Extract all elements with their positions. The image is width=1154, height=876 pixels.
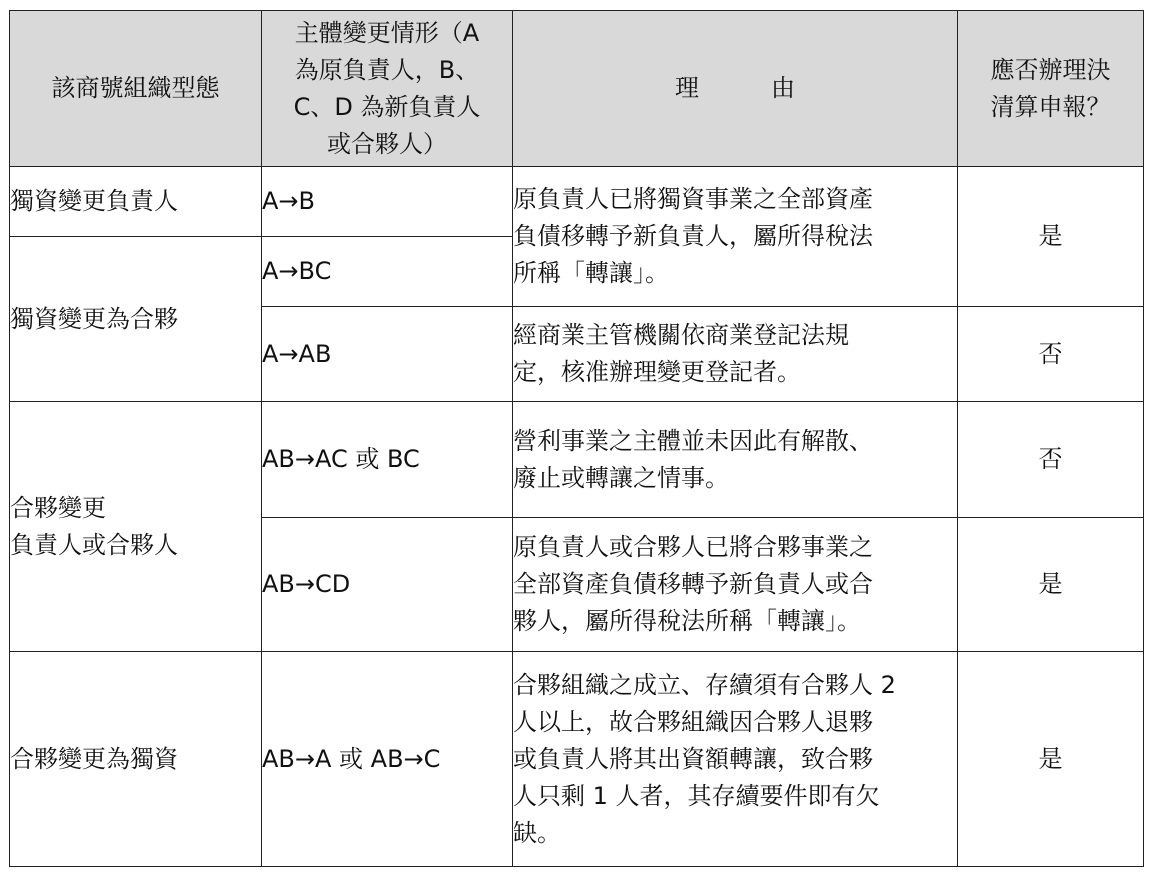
reason-cell bbox=[513, 518, 958, 652]
change-case-cell: AB→A 或 AB→C bbox=[262, 652, 513, 867]
reason-line: 人只剩 1 人者，其存續要件即有欠 bbox=[513, 781, 880, 810]
answer-cell: 是 bbox=[958, 652, 1144, 867]
reason-line: 原負責人或合夥人已將合夥事業之 bbox=[513, 533, 873, 561]
header-reason: 理 由 bbox=[513, 11, 958, 167]
answer-cell: 否 bbox=[958, 307, 1144, 402]
header-org-type: 該商號組織型態 bbox=[10, 11, 262, 167]
reason-line: 負債移轉予新負責人，屬所得稅法 bbox=[513, 222, 873, 250]
reason-line: 所稱「轉讓」。 bbox=[513, 259, 669, 287]
reason-line: 夥人，屬所得稅法所稱「轉讓」。 bbox=[513, 607, 861, 635]
change-case-cell: A→BC bbox=[262, 237, 513, 307]
answer-cell: 是 bbox=[958, 518, 1144, 652]
org-type-cell: 獨資變更負責人 bbox=[10, 167, 262, 237]
answer-cell: 否 bbox=[958, 402, 1144, 518]
reason-line: 營利事業之主體並未因此有解散、 bbox=[513, 426, 873, 455]
change-case-cell: A→AB bbox=[262, 307, 513, 402]
change-case-cell: A→B bbox=[262, 167, 513, 237]
reason-line: 經商業主管機關依商業登記法規 bbox=[513, 321, 849, 349]
reason-cell bbox=[513, 307, 958, 402]
table-row bbox=[10, 652, 1144, 867]
org-type-line: 負責人或合夥人 bbox=[10, 530, 178, 559]
answer-cell: 是 bbox=[958, 167, 1144, 307]
reason-line: 人以上，故合夥組織因合夥人退夥 bbox=[513, 707, 873, 736]
reason-cell bbox=[513, 167, 958, 307]
header-change-line: 主體變更情形（A bbox=[294, 18, 480, 47]
org-type-cell: 合夥變更為獨資 bbox=[10, 652, 262, 867]
header-report-line: 應否辦理決 bbox=[990, 55, 1111, 84]
header-row bbox=[10, 11, 1144, 167]
header-change-line: 或合夥人） bbox=[327, 129, 447, 158]
reason-cell bbox=[513, 402, 958, 518]
org-type-line: 合夥變更 bbox=[10, 493, 106, 522]
header-change-line: 為原負責人，B、 bbox=[294, 55, 480, 84]
change-case-cell: AB→AC 或 BC bbox=[262, 402, 513, 518]
reason-line: 全部資產負債移轉予新負責人或合 bbox=[513, 570, 873, 598]
table-row bbox=[10, 167, 1144, 237]
reason-line: 缺。 bbox=[513, 818, 561, 847]
table-row bbox=[10, 402, 1144, 518]
reason-line: 或負責人將其出資額轉讓，致合夥 bbox=[513, 744, 873, 773]
header-change-case bbox=[262, 11, 513, 167]
change-case-cell: AB→CD bbox=[262, 518, 513, 652]
tax-table bbox=[9, 10, 1144, 867]
reason-line: 廢止或轉讓之情事。 bbox=[513, 463, 729, 492]
reason-line: 原負責人已將獨資事業之全部資產 bbox=[513, 185, 873, 213]
reason-cell bbox=[513, 652, 958, 867]
header-need-report bbox=[958, 11, 1144, 167]
header-change-line: C、D 為新負責人 bbox=[293, 92, 481, 121]
reason-line: 定，核准辦理變更登記者。 bbox=[513, 358, 801, 386]
org-type-cell bbox=[10, 402, 262, 652]
header-report-line: 清算申報？ bbox=[990, 92, 1111, 121]
reason-line: 合夥組織之成立、存續須有合夥人 2 bbox=[513, 670, 896, 699]
org-type-cell: 獨資變更為合夥 bbox=[10, 237, 262, 402]
